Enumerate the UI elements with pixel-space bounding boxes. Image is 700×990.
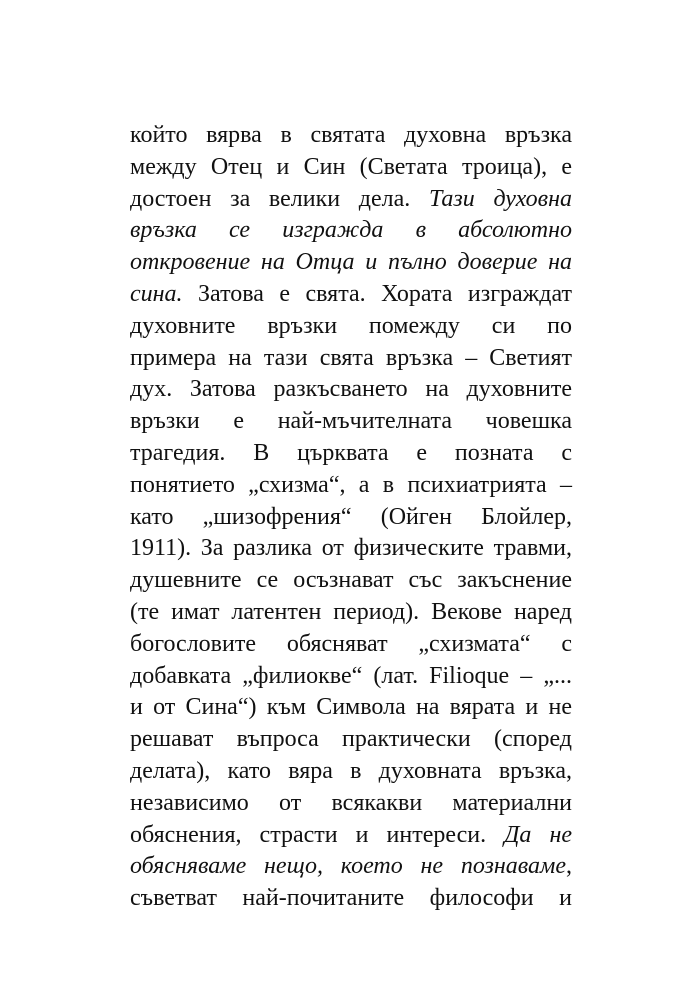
- text-run: дух. Затова разкъсването на духовните: [130, 376, 572, 403]
- text-line: [130, 533, 572, 565]
- text-run: между Отец и Син (Светата троица), е: [130, 153, 572, 180]
- text-line: [130, 374, 572, 406]
- text-line: [130, 343, 572, 375]
- text-line: [130, 247, 572, 279]
- text-run: решават въпроса практически (според: [130, 726, 572, 753]
- italic-text: Тази духовна: [428, 185, 572, 212]
- text-run: обяснения, страсти и интереси.: [130, 821, 505, 848]
- text-line: [130, 692, 572, 724]
- text-run: делата), като вяра в духовната връзка,: [130, 757, 572, 784]
- text-line: [130, 438, 572, 470]
- text-run: и от Сина“) към Символа на вярата и не: [130, 694, 572, 721]
- text-run: понятието „схизма“, а в психиатрията –: [130, 471, 572, 498]
- text-line: [130, 215, 572, 247]
- text-run: добавката „филиокве“ (лат. Filioque – „...: [130, 662, 572, 689]
- text-run: духовните връзки помежду си по: [130, 312, 572, 339]
- text-line: [130, 661, 572, 693]
- text-line: [130, 406, 572, 438]
- text-run: душевните се осъзнават със закъснение: [130, 567, 572, 594]
- text-run: 1911). За разлика от физическите травми,: [130, 535, 572, 562]
- text-run: богословите обясняват „схизмата“ с: [130, 630, 572, 657]
- text-line: [130, 851, 572, 883]
- italic-text: обясняваме нещо, което не познаваме: [130, 853, 566, 880]
- text-line: [130, 120, 572, 152]
- body-text: [130, 120, 572, 915]
- text-run: (те имат латентен период). Векове наред: [130, 598, 572, 625]
- text-line: [130, 279, 572, 311]
- text-line: [130, 565, 572, 597]
- italic-text: сина.: [130, 280, 183, 307]
- text-run: съветват най-почитаните философи и: [130, 885, 572, 912]
- text-run: примера на тази свята връзка – Светият: [130, 344, 572, 371]
- text-line: [130, 597, 572, 629]
- text-line: [130, 184, 572, 216]
- text-line: [130, 470, 572, 502]
- text-run: достоен за велики дела.: [130, 185, 429, 212]
- italic-text: откровение на Отца и пълно доверие на: [130, 249, 572, 276]
- text-run: връзки е най-мъчителната човешка: [130, 408, 572, 435]
- text-line: [130, 502, 572, 534]
- text-line: [130, 883, 572, 915]
- text-line: [130, 820, 572, 852]
- italic-text: връзка се изгражда в абсолютно: [130, 217, 572, 244]
- text-line: [130, 788, 572, 820]
- text-line: [130, 629, 572, 661]
- italic-text: Да не: [504, 821, 572, 848]
- text-line: [130, 311, 572, 343]
- text-line: [130, 756, 572, 788]
- text-run: който вярва в святата духовна връзка: [130, 122, 572, 148]
- text-run: трагедия. В църквата е позната с: [130, 439, 572, 466]
- text-run: Затова е свята. Хората изграждат: [182, 280, 572, 307]
- text-run: като „шизофрения“ (Ойген Блойлер,: [130, 503, 572, 530]
- text-run: независимо от всякакви материални: [130, 789, 572, 816]
- text-run: ,: [566, 853, 572, 880]
- text-line: [130, 724, 572, 756]
- text-line: [130, 152, 572, 184]
